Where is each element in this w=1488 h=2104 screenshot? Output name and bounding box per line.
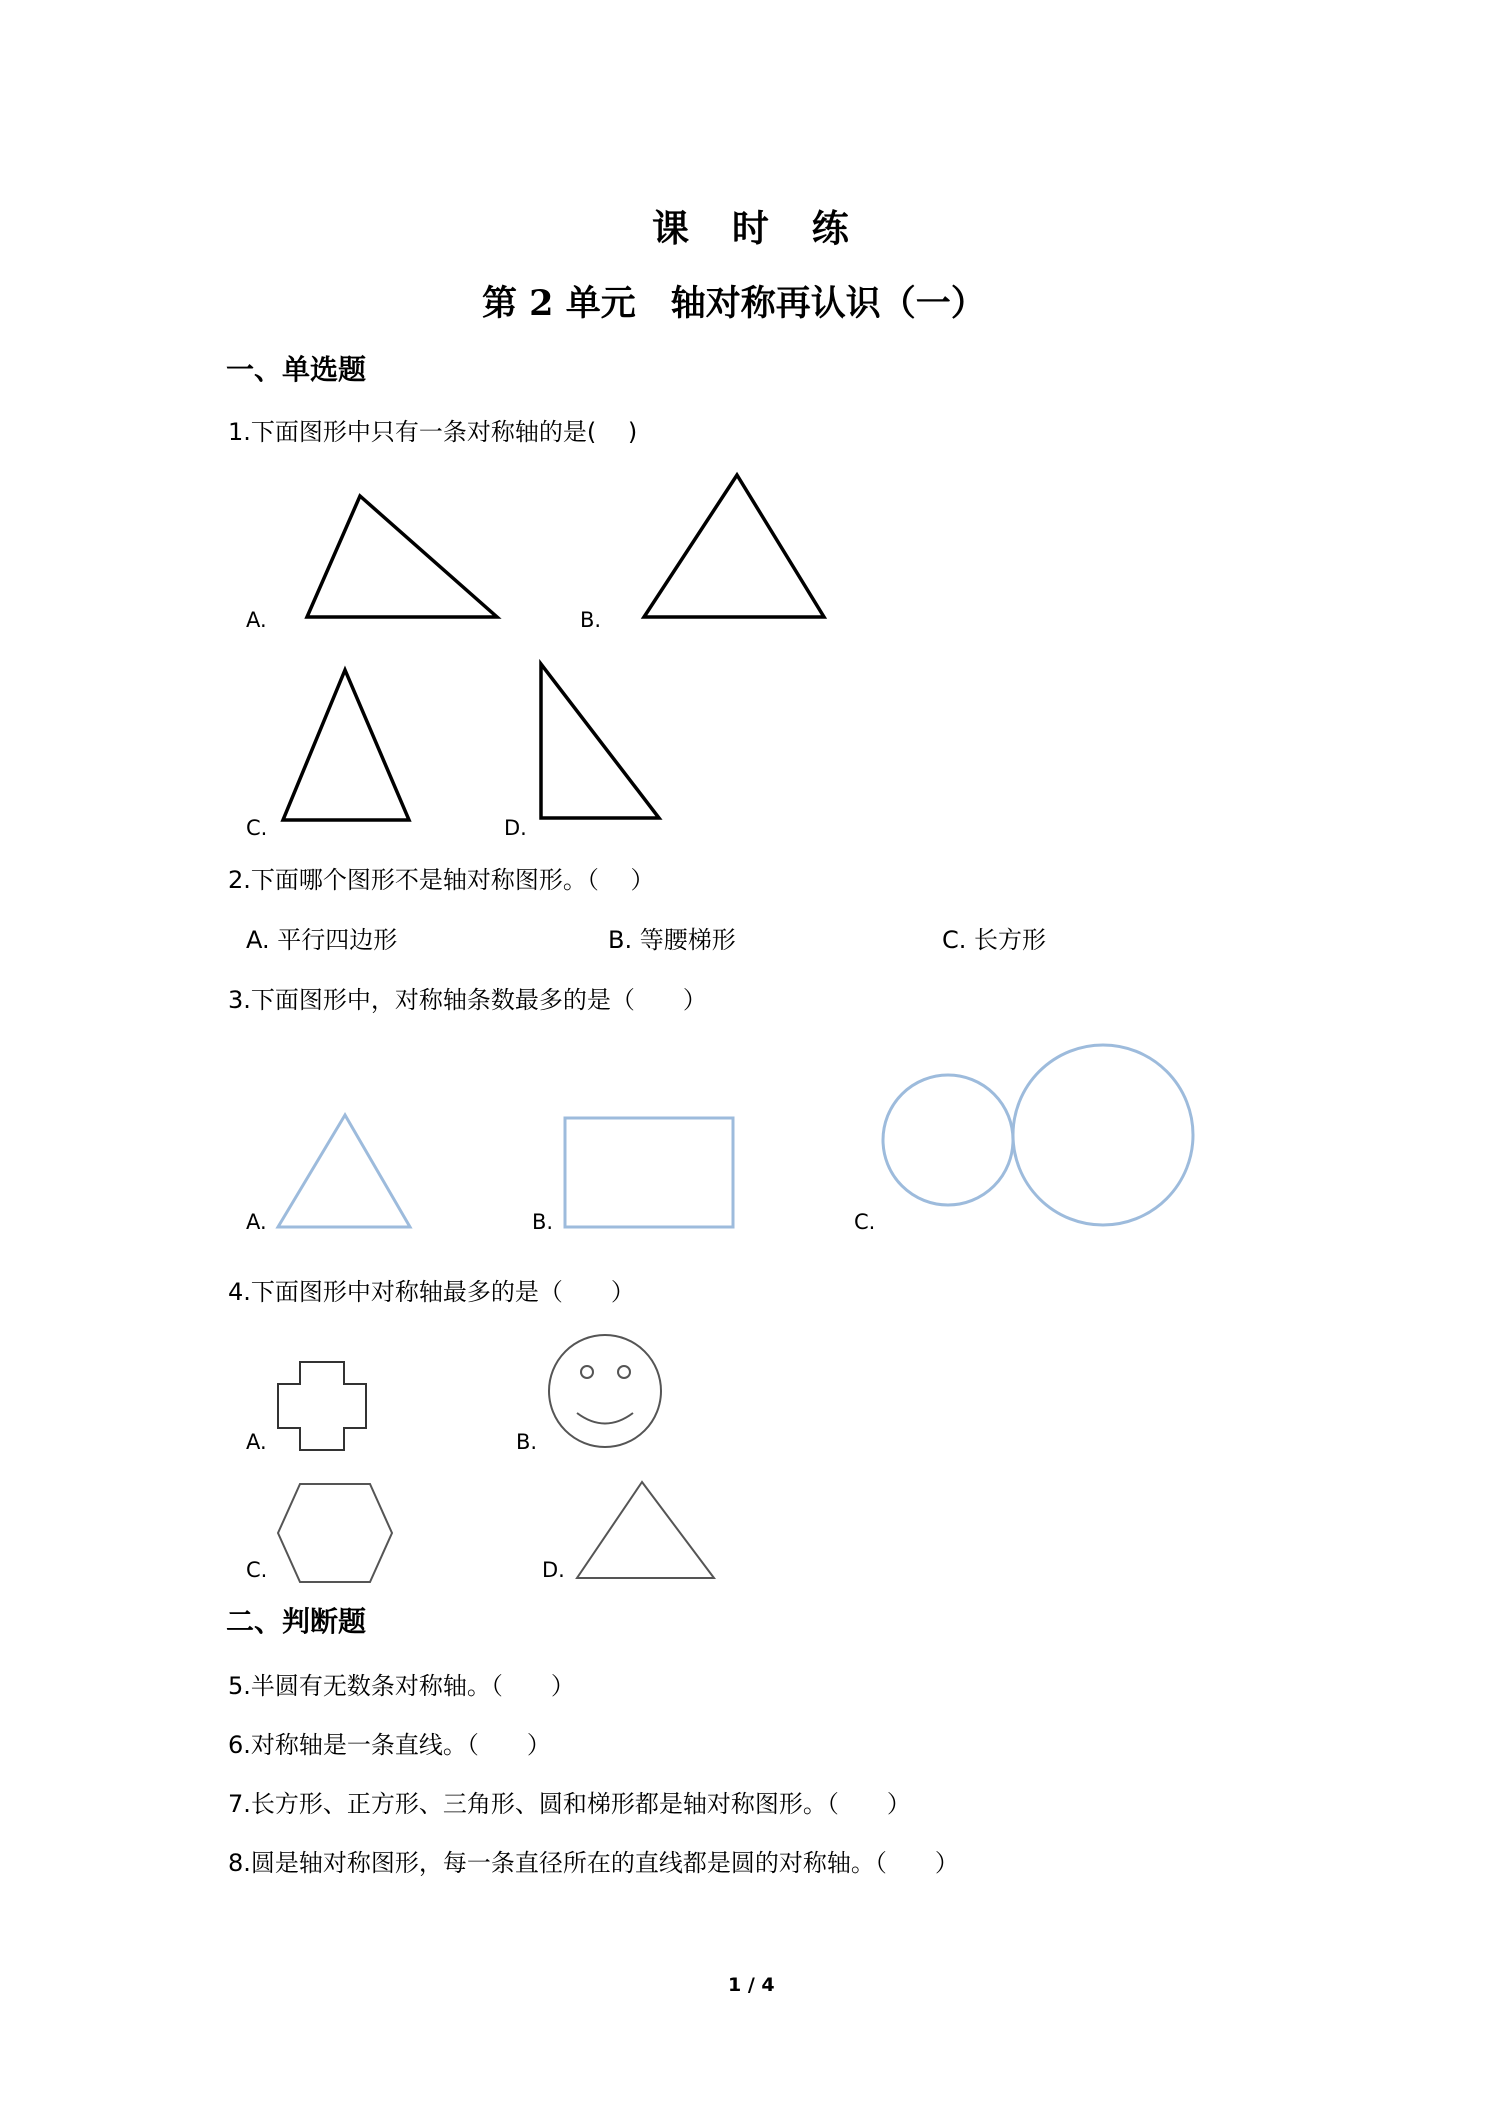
question-1-stem: 1.下面图形中只有一条对称轴的是( ) (228, 418, 638, 446)
q1-option-d-label: D. (504, 816, 527, 840)
judgment-item-7: 7.长方形、正方形、三角形、圆和梯形都是轴对称图形。（ ） (228, 1790, 911, 1818)
question-4-stem: 4.下面图形中对称轴最多的是（ ） (228, 1278, 635, 1306)
q4-option-c-label: C. (246, 1558, 268, 1582)
title-char-2: 时 (731, 206, 769, 250)
q4-option-a-label: A. (246, 1430, 267, 1454)
q4-option-b-label: B. (516, 1430, 538, 1454)
title-char-3: 练 (811, 206, 849, 250)
q3-option-c-label: C. (854, 1210, 876, 1234)
q2-option-c: C. 长方形 (942, 926, 1047, 954)
title-char-1: 课 (652, 206, 689, 250)
judgment-item-6: 6.对称轴是一条直线。（ ） (228, 1731, 551, 1759)
q4-option-d-label: D. (542, 1558, 565, 1582)
judgment-item-8: 8.圆是轴对称图形，每一条直径所在的直线都是圆的对称轴。（ ） (228, 1849, 959, 1877)
page-subtitle: 第 2 单元 轴对称再认识（一） (482, 283, 986, 324)
q2-option-a: A. 平行四边形 (246, 926, 398, 954)
judgment-item-5: 5.半圆有无数条对称轴。（ ） (228, 1672, 575, 1700)
page-number: 1 / 4 (728, 1974, 775, 1996)
q1-option-a-label: A. (246, 608, 267, 632)
q3-option-a-label: A. (246, 1210, 267, 1234)
question-2-stem: 2.下面哪个图形不是轴对称图形。（ ） (228, 866, 655, 894)
section-heading-true-false: 二、判断题 (226, 1605, 367, 1638)
question-3-stem: 3.下面图形中，对称轴条数最多的是（ ） (228, 986, 707, 1014)
section-heading-single-choice: 一、单选题 (226, 353, 367, 386)
q2-option-b: B. 等腰梯形 (608, 926, 736, 954)
q1-option-c-label: C. (246, 816, 268, 840)
q1-option-b-label: B. (580, 608, 602, 632)
q3-option-b-label: B. (532, 1210, 554, 1234)
